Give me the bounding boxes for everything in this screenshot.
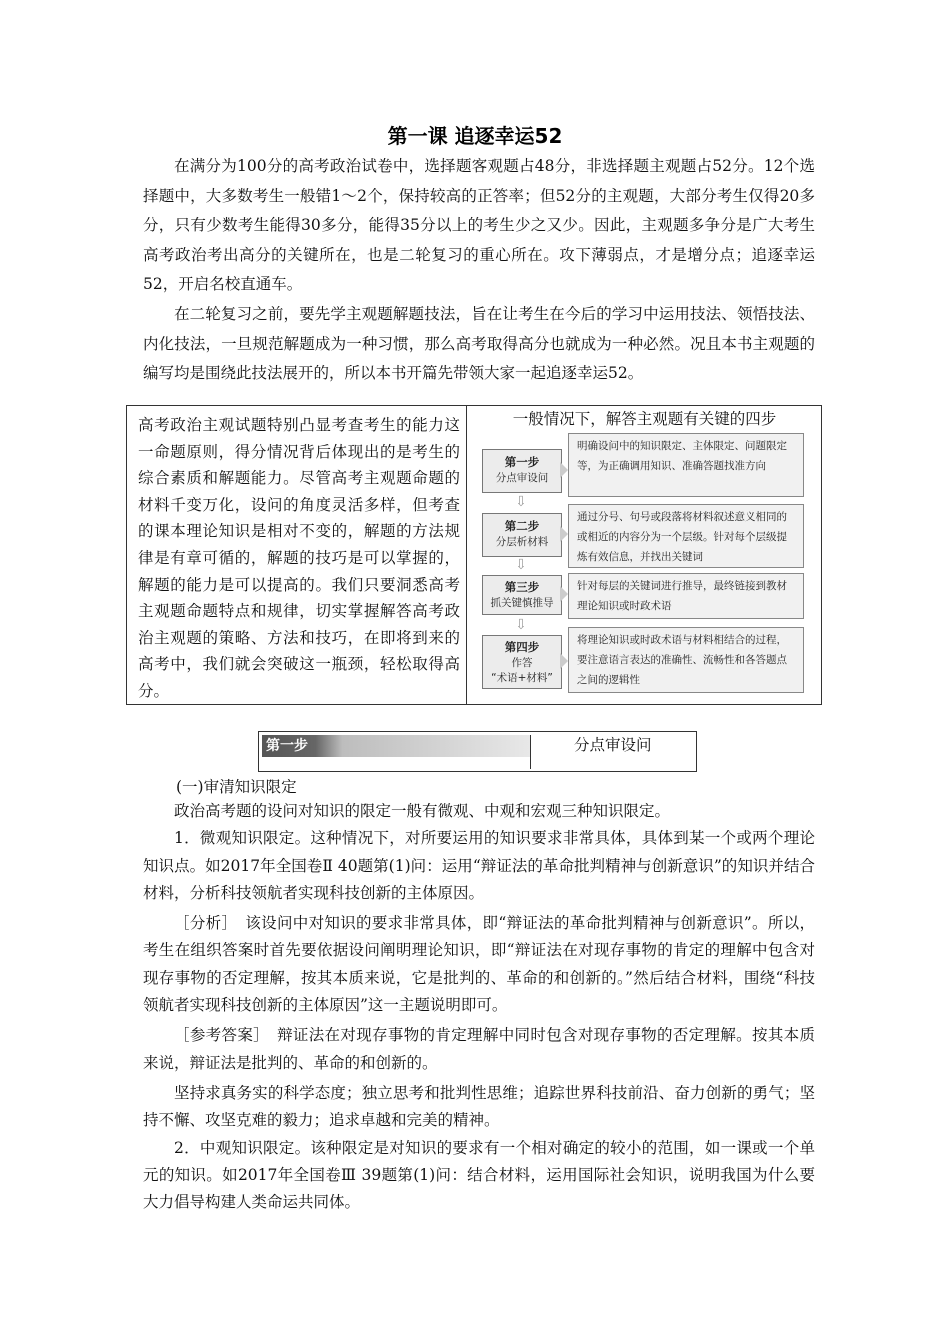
page-title: 第一课 追逐幸运52	[387, 124, 563, 148]
intro-section	[143, 152, 815, 389]
intro-paragraph-1: 在满分为100分的高考政治试卷中，选择题客观题占48分，非选择题主观题占52分。12个选择题中，大多数考生一般错1～2个，保持较高的正答率；但52分的主观题，大部分考生仅得20多分，只有少数考生能得30多分，能得35分以上的考生少之又少。因此，主观题多争分是广大考生高考政治考出高分的关键所在，也是二轮复习的重心所在。攻下薄弱点，才是增分点；追逐幸运52，开启名校直通车。	[143, 157, 815, 294]
banner-title: 分点审设问	[574, 736, 652, 754]
intro-paragraph-2: 在二轮复习之前，要先学主观题解题技法，旨在让考生在今后的学习中运用技法、领悟技法、内化技法，一旦规范解题成为一种习惯，那么高考取得高分也就成为一种必然。况且本书主观题的编写均是围绕此技法展开的，所以本书开篇先带领大家一起追逐幸运52。	[143, 304, 815, 383]
step-3-name: 抓关键慎推导	[490, 597, 554, 609]
box-divider	[466, 405, 467, 705]
step-3-label: 第三步	[504, 580, 540, 594]
step-2-desc: 通过分号、句号或段落将材料叙述意义相同的或相近的内容分为一个层级。针对每个层级提炼有效信息，并找出关键词	[568, 504, 804, 568]
step-3-desc: 针对每层的关键词进行推导，最终链接到教材理论知识或时政术语	[568, 573, 804, 619]
step-4-desc: 将理论知识或时政术语与材料相结合的过程，要注意语言表达的准确性、流畅性和各答题点之间的逻辑性	[568, 627, 804, 693]
step-2-card	[482, 513, 562, 557]
four-steps-diagram	[472, 407, 817, 695]
analysis-paragraph: ［分析］ 该设问中对知识的要求非常具体，即“辩证法的革命批判精神与创新意识”。所以，考生在组织答案时首先要依据设问阐明理论知识，即“辩证法在对现存事物的肯定的理解中包含对现存事物的否定理解，按其本质来说，它是批判的、革命的和创新的。”然后结合材料，围绕“科技领航者实现科技创新的主体原因”这一主题说明即可。	[143, 914, 815, 1015]
step-2-name: 分层析材料	[495, 536, 549, 548]
step-1-label: 第一步	[504, 455, 540, 469]
step-4-name: 作答	[511, 657, 533, 669]
step-1-desc: 明确设问中的知识限定、主体限定、问题限定等，为正确调用知识、准确答题找准方向	[568, 433, 804, 497]
down-arrow-icon: ⇩	[515, 617, 527, 633]
step-4-card	[482, 635, 562, 689]
step-3-card	[482, 575, 562, 615]
down-arrow-icon: ⇩	[515, 494, 527, 510]
body-paragraph: 2．中观知识限定。该种限定是对知识的要求有一个相对确定的较小的范围，如一课或一个单元的知识。如2017年全国卷Ⅲ 39题第(1)问：结合材料，运用国际社会知识，说明我国为什么要大力倡导构建人类命运共同体。	[143, 1138, 815, 1212]
step-4-label: 第四步	[504, 640, 540, 654]
step-1-card	[482, 449, 562, 493]
step-2-arrow-icon	[560, 526, 568, 542]
step-4-arrow-icon	[560, 653, 568, 669]
step-2-label: 第二步	[504, 519, 540, 533]
four-steps-title: 一般情况下，解答主观题有关键的四步	[512, 410, 777, 428]
step-badge-label: 第一步	[266, 738, 308, 754]
banner-divider	[530, 735, 531, 769]
step-3-arrow-icon	[560, 586, 568, 602]
down-arrow-icon: ⇩	[515, 557, 527, 573]
body-paragraph: 1．微观知识限定。这种情况下，对所要运用的知识要求非常具体，具体到某一个或两个理论知识点。如2017年全国卷Ⅱ 40题第(1)问：运用“辩证法的革命批判精神与创新意识”的知识并结合材料，分析科技领航者实现科技创新的主体原因。	[143, 829, 815, 902]
body-paragraph: 政治高考题的设问对知识的限定一般有微观、中观和宏观三种知识限定。	[174, 802, 671, 820]
answer-paragraph-2: 坚持求真务实的科学态度；独立思考和批判性思维；追踪世界科技前沿、奋力创新的勇气；坚持不懈、攻坚克难的毅力；追求卓越和完美的精神。	[143, 1083, 815, 1130]
box-left-text: 高考政治主观试题特别凸显考查考生的能力这一命题原则，得分情况背后体现出的是考生的综合素质和解题能力。尽管高考主观题命题的材料千变万化，设问的角度灵活多样，但考查的课本理论知识是相对不变的，解题的方法规律是有章可循的，解题的技巧是可以掌握的，解题的能力是可以提高的。我们只要洞悉高考主观题命题特点和规律，切实掌握解答高考政治主观题的策略、方法和技巧，在即将到来的高考中，我们就会突破这一瓶颈，轻松取得高分。	[138, 416, 460, 700]
step-1-name: 分点审设问	[495, 472, 549, 484]
body-section	[143, 798, 815, 1216]
answer-paragraph: ［参考答案］ 辩证法在对现存事物的肯定理解中同时包含对现存事物的否定理解。按其本质来说，辩证法是批判的、革命的和创新的。	[143, 1026, 815, 1072]
section-heading: (一)审清知识限定	[176, 778, 297, 796]
step-4-name-2: “术语+材料”	[491, 672, 553, 684]
step-1-arrow-icon	[560, 462, 568, 478]
